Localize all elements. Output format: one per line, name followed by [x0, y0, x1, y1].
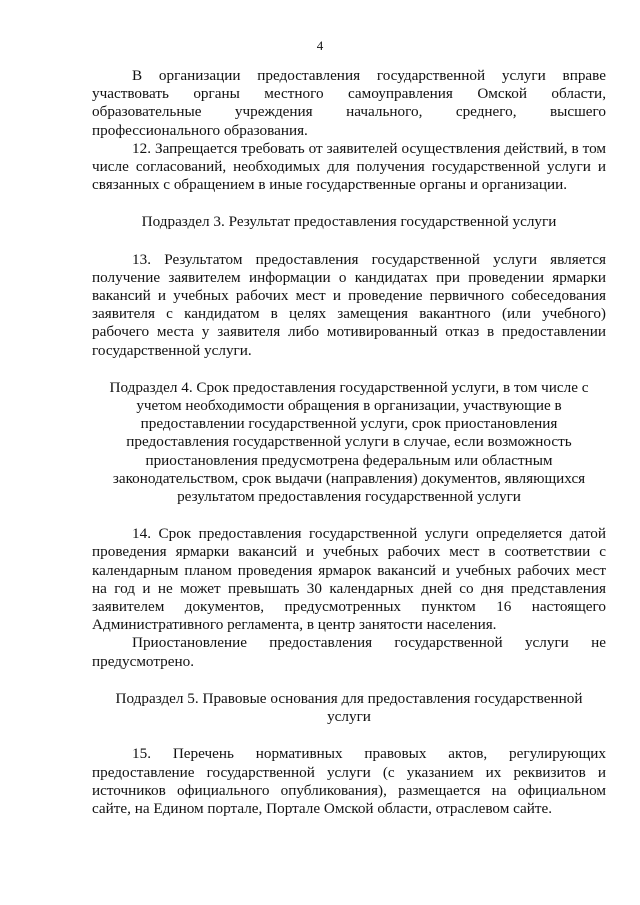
paragraph-14: 14. Срок предоставления государственной услуги определяется датой проведения ярмарки вакансий и учебных рабочих мест в соответствии с календарным планом проведения ярмарок вакансий и учебных рабочих мест на год и не может превышать 30 календарных дней со дня представления заявителем документов, предусмотренных пунктом 16 настоящего Административного регламента, в центр занятости населения. — [92, 525, 606, 634]
paragraph-participants: В организации предоставления государственной услуги вправе участвовать органы местного самоуправления Омской области, образовательные учреждения начального, среднего, высшего профессионального образования. — [92, 67, 606, 139]
paragraph-13: 13. Результатом предоставления государственной услуги является получение заявителем информации о кандидатах при проведении ярмарки вакансий и учебных рабочих мест и проведение первичного собеседования заявителя с кандидатом в целях замещения вакантного (или учебного) рабочего места у заявителя либо мотивированный отказ в предоставлении государственной услуги. — [92, 250, 606, 359]
heading-subsection-3: Подраздел 3. Результат предоставления государственной услуги — [141, 213, 557, 231]
heading-subsection-4: Подраздел 4. Срок предоставления государственной услуги, в том числе с учетом необходимости обращения в организации, участвующие в предоставлении государственной услуги, срок приостановления предоставления государственной услуги в случае, если возможность приостановления предусмотрена федеральным или областным законодательством, срок выдачи (направления) документов, являющихся результатом предоставления государственной услуги — [109, 378, 589, 506]
heading-subsection-5: Подраздел 5. Правовые основания для предоставления государственной услуги — [115, 689, 583, 726]
page-number: 4 — [316, 38, 324, 53]
paragraph-15: 15. Перечень нормативных правовых актов, регулирующих предоставление государственной услуги (с указанием их реквизитов и источников официального опубликования), размещается на официальном сайте, на Едином портале, Портале Омской области, отраслевом сайте. — [92, 745, 606, 817]
paragraph-12: 12. Запрещается требовать от заявителей осуществления действий, в том числе согласований, необходимых для получения государственной услуги и связанных с обращением в иные государственные органы и организации. — [92, 139, 606, 194]
paragraph-suspension: Приостановление предоставления государственной услуги не предусмотрено. — [92, 634, 606, 670]
document-body — [92, 67, 606, 818]
